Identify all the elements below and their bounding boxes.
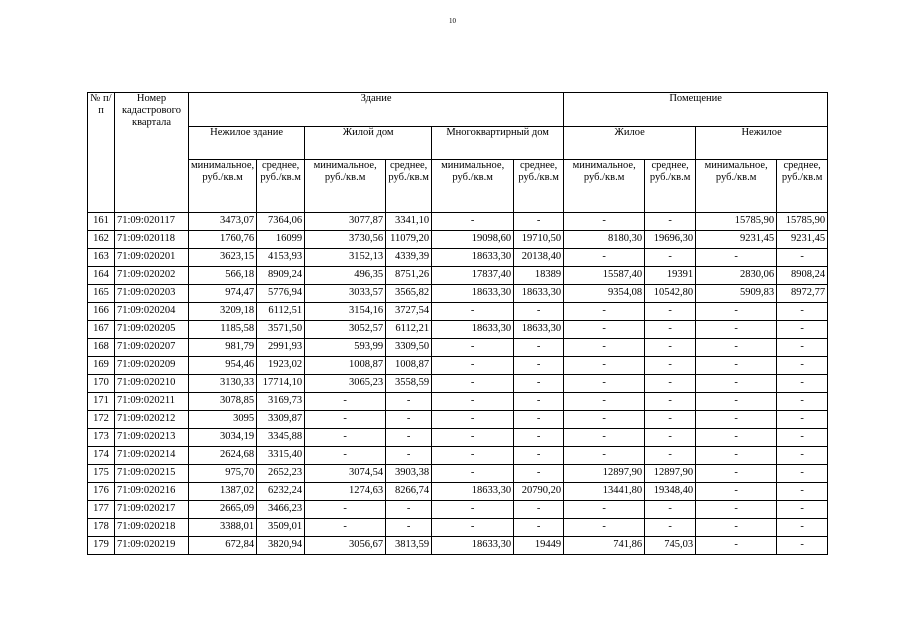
cell-house-min: - [305,411,386,429]
cell-apartment-avg: - [514,465,564,483]
cell-nonres-premise-min: 5909,83 [696,285,777,303]
cell-res-premise-min: 15587,40 [564,267,645,285]
cell-house-min: 3056,67 [305,537,386,555]
cell-nonres-premise-avg: - [777,465,828,483]
cell-nonres-premise-avg: - [777,537,828,555]
cell-res-premise-min: - [564,447,645,465]
cell-nonres-building-avg: 4153,93 [257,249,305,267]
cell-house-min: 3077,87 [305,213,386,231]
cell-kvartal: 71:09:020209 [115,357,189,375]
cell-house-avg: - [386,447,432,465]
table-row [88,231,828,249]
cell-kvartal: 71:09:020214 [115,447,189,465]
cell-nonres-premise-avg: - [777,483,828,501]
cell-kvartal: 71:09:020212 [115,411,189,429]
header-min: минимальное, руб./кв.м [564,160,645,213]
cell-apartment-avg: 18389 [514,267,564,285]
cell-res-premise-min: - [564,321,645,339]
cell-res-premise-avg: - [645,249,696,267]
table-row [88,339,828,357]
cell-kvartal: 71:09:020217 [115,501,189,519]
cell-apartment-min: - [432,519,514,537]
cell-nonres-premise-avg: - [777,393,828,411]
table-row [88,465,828,483]
cell-apartment-avg: 18633,30 [514,285,564,303]
cell-res-premise-avg: - [645,393,696,411]
cell-number: 164 [88,267,115,285]
cell-house-min: - [305,393,386,411]
cell-nonres-building-avg: 3466,23 [257,501,305,519]
cell-res-premise-avg: - [645,303,696,321]
cell-nonres-building-avg: 2991,93 [257,339,305,357]
cell-apartment-avg: 18633,30 [514,321,564,339]
header-nonres-building: Нежилое здание [189,127,305,160]
cell-apartment-avg: 19710,50 [514,231,564,249]
cell-house-avg: 8751,26 [386,267,432,285]
cell-nonres-premise-min: - [696,339,777,357]
cell-house-avg: - [386,501,432,519]
cell-res-premise-avg: - [645,357,696,375]
cell-nonres-premise-min: - [696,519,777,537]
cell-res-premise-avg: - [645,213,696,231]
header-min: минимальное, руб./кв.м [189,160,257,213]
cell-number: 174 [88,447,115,465]
cell-nonres-premise-min: 15785,90 [696,213,777,231]
cell-nonres-building-min: 1185,58 [189,321,257,339]
cell-apartment-avg: - [514,339,564,357]
cell-kvartal: 71:09:020207 [115,339,189,357]
cell-nonres-premise-min: - [696,249,777,267]
cell-nonres-premise-min: - [696,357,777,375]
header-group-premise: Помещение [564,93,828,127]
cell-apartment-min: - [432,375,514,393]
cell-nonres-premise-min: 2830,06 [696,267,777,285]
cell-nonres-building-min: 1387,02 [189,483,257,501]
cell-kvartal: 71:09:020203 [115,285,189,303]
cell-nonres-premise-min: - [696,303,777,321]
cell-nonres-building-avg: 3345,88 [257,429,305,447]
cell-res-premise-min: - [564,249,645,267]
cell-house-avg: - [386,519,432,537]
cell-apartment-min: - [432,357,514,375]
table-row [88,285,828,303]
cell-kvartal: 71:09:020218 [115,519,189,537]
cell-nonres-building-avg: 8909,24 [257,267,305,285]
cell-res-premise-avg: 10542,80 [645,285,696,303]
cell-res-premise-min: 12897,90 [564,465,645,483]
cell-nonres-building-avg: 3571,50 [257,321,305,339]
cell-house-avg: 4339,39 [386,249,432,267]
cell-nonres-premise-avg: - [777,357,828,375]
cell-nonres-building-avg: 6112,51 [257,303,305,321]
cell-nonres-building-min: 3388,01 [189,519,257,537]
cadastral-value-table [87,92,828,555]
cell-apartment-min: 18633,30 [432,321,514,339]
cell-kvartal: 71:09:020210 [115,375,189,393]
cell-res-premise-avg: - [645,411,696,429]
cell-house-avg: 3341,10 [386,213,432,231]
cell-res-premise-min: 9354,08 [564,285,645,303]
cell-nonres-building-min: 3473,07 [189,213,257,231]
cell-kvartal: 71:09:020219 [115,537,189,555]
cell-apartment-avg: - [514,213,564,231]
cell-nonres-building-min: 975,70 [189,465,257,483]
cell-kvartal: 71:09:020201 [115,249,189,267]
cell-apartment-avg: - [514,429,564,447]
cell-nonres-premise-avg: - [777,375,828,393]
page-number: 10 [449,17,456,25]
cell-nonres-premise-min: - [696,321,777,339]
cell-res-premise-avg: - [645,375,696,393]
cell-nonres-building-min: 1760,76 [189,231,257,249]
cell-number: 173 [88,429,115,447]
cell-nonres-building-min: 2665,09 [189,501,257,519]
cell-number: 166 [88,303,115,321]
cell-house-avg: 1008,87 [386,357,432,375]
cell-nonres-premise-min: 9231,45 [696,231,777,249]
cell-res-premise-avg: - [645,321,696,339]
cell-house-min: - [305,447,386,465]
cell-nonres-premise-avg: - [777,429,828,447]
cell-nonres-building-min: 974,47 [189,285,257,303]
cell-nonres-building-min: 566,18 [189,267,257,285]
cell-house-min: 1274,63 [305,483,386,501]
cell-nonres-premise-avg: 9231,45 [777,231,828,249]
cell-nonres-building-min: 3034,19 [189,429,257,447]
cell-nonres-premise-min: - [696,501,777,519]
cell-nonres-building-avg: 6232,24 [257,483,305,501]
cell-number: 172 [88,411,115,429]
cell-house-avg: - [386,393,432,411]
cell-apartment-avg: 19449 [514,537,564,555]
table-row [88,267,828,285]
cell-kvartal: 71:09:020213 [115,429,189,447]
cell-number: 175 [88,465,115,483]
cell-house-min: 3154,16 [305,303,386,321]
cell-nonres-premise-avg: - [777,411,828,429]
cell-house-avg: 8266,74 [386,483,432,501]
cell-apartment-avg: - [514,393,564,411]
cell-nonres-premise-avg: - [777,321,828,339]
header-min: минимальное, руб./кв.м [432,160,514,213]
cell-res-premise-min: - [564,411,645,429]
cell-number: 179 [88,537,115,555]
header-residential-premise: Жилое [564,127,696,160]
cell-kvartal: 71:09:020117 [115,213,189,231]
cell-nonres-building-avg: 1923,02 [257,357,305,375]
cell-nonres-premise-min: - [696,375,777,393]
cell-res-premise-avg: - [645,429,696,447]
cell-nonres-premise-min: - [696,429,777,447]
cell-house-avg: 3813,59 [386,537,432,555]
cell-apartment-min: - [432,429,514,447]
table-row [88,429,828,447]
cell-nonres-building-min: 954,46 [189,357,257,375]
cell-apartment-min: 19098,60 [432,231,514,249]
cell-res-premise-min: - [564,375,645,393]
cell-apartment-min: 18633,30 [432,285,514,303]
cell-nonres-premise-avg: - [777,519,828,537]
table-row [88,303,828,321]
cell-res-premise-avg: 19696,30 [645,231,696,249]
cell-nonres-building-min: 981,79 [189,339,257,357]
cell-house-avg: 3727,54 [386,303,432,321]
cell-apartment-avg: - [514,501,564,519]
cell-nonres-building-avg: 3820,94 [257,537,305,555]
cell-res-premise-min: - [564,339,645,357]
cell-nonres-premise-min: - [696,483,777,501]
cell-house-avg: 3903,38 [386,465,432,483]
cell-house-avg: 3309,50 [386,339,432,357]
cell-house-min: 3052,57 [305,321,386,339]
cell-apartment-avg: - [514,303,564,321]
cell-res-premise-avg: 19348,40 [645,483,696,501]
cell-apartment-avg: - [514,357,564,375]
cell-apartment-min: - [432,501,514,519]
header-avg: среднее, руб./кв.м [777,160,828,213]
table-row [88,501,828,519]
cell-nonres-building-avg: 17714,10 [257,375,305,393]
cell-res-premise-avg: - [645,519,696,537]
header-min: минимальное, руб./кв.м [696,160,777,213]
table-row [88,375,828,393]
cell-kvartal: 71:09:020204 [115,303,189,321]
cell-house-min: - [305,519,386,537]
cell-nonres-building-min: 2624,68 [189,447,257,465]
cell-nonres-building-avg: 7364,06 [257,213,305,231]
cell-apartment-avg: 20790,20 [514,483,564,501]
cell-apartment-min: 18633,30 [432,249,514,267]
cell-apartment-min: - [432,303,514,321]
table-row [88,537,828,555]
cell-nonres-building-avg: 5776,94 [257,285,305,303]
cell-number: 163 [88,249,115,267]
table-row [88,321,828,339]
cell-res-premise-min: 13441,80 [564,483,645,501]
cell-number: 162 [88,231,115,249]
cell-nonres-building-avg: 3509,01 [257,519,305,537]
cell-res-premise-avg: - [645,339,696,357]
cell-nonres-premise-avg: - [777,303,828,321]
cell-house-min: 3730,56 [305,231,386,249]
cell-res-premise-min: - [564,213,645,231]
cell-house-avg: - [386,429,432,447]
cell-number: 165 [88,285,115,303]
cell-number: 171 [88,393,115,411]
cell-nonres-premise-avg: 8972,77 [777,285,828,303]
cell-nonres-building-avg: 3309,87 [257,411,305,429]
table-row [88,447,828,465]
cell-apartment-min: - [432,447,514,465]
table-row [88,411,828,429]
cell-res-premise-avg: 745,03 [645,537,696,555]
cell-nonres-premise-avg: - [777,447,828,465]
cell-res-premise-avg: 12897,90 [645,465,696,483]
table-header [88,93,828,213]
header-col-number: № п/п [88,93,115,213]
cell-res-premise-min: - [564,393,645,411]
cell-res-premise-min: 8180,30 [564,231,645,249]
header-avg: среднее, руб./кв.м [645,160,696,213]
header-apartment-building: Многоквартирный дом [432,127,564,160]
cell-number: 168 [88,339,115,357]
cell-number: 167 [88,321,115,339]
table-row [88,213,828,231]
cell-kvartal: 71:09:020205 [115,321,189,339]
cell-nonres-premise-min: - [696,393,777,411]
cell-nonres-building-avg: 16099 [257,231,305,249]
cell-nonres-premise-min: - [696,411,777,429]
cell-apartment-avg: - [514,519,564,537]
cell-apartment-avg: - [514,375,564,393]
cell-nonres-building-min: 3095 [189,411,257,429]
cell-house-min: 1008,87 [305,357,386,375]
cell-apartment-avg: - [514,411,564,429]
cell-house-min: - [305,429,386,447]
table-row [88,483,828,501]
cell-nonres-premise-avg: - [777,339,828,357]
cell-nonres-building-avg: 2652,23 [257,465,305,483]
cell-apartment-min: - [432,339,514,357]
cell-number: 161 [88,213,115,231]
header-avg: среднее, руб./кв.м [386,160,432,213]
cell-number: 177 [88,501,115,519]
table-row [88,357,828,375]
cell-res-premise-avg: 19391 [645,267,696,285]
cell-house-min: 3065,23 [305,375,386,393]
cell-house-min: 593,99 [305,339,386,357]
cell-house-min: 3033,57 [305,285,386,303]
cell-apartment-min: 18633,30 [432,537,514,555]
header-avg: среднее, руб./кв.м [257,160,305,213]
cell-res-premise-min: - [564,429,645,447]
table-row [88,249,828,267]
cell-house-min: - [305,501,386,519]
header-house: Жилой дом [305,127,432,160]
cell-apartment-min: - [432,465,514,483]
cell-apartment-avg: - [514,447,564,465]
cell-apartment-min: - [432,213,514,231]
cell-res-premise-avg: - [645,501,696,519]
header-avg: среднее, руб./кв.м [514,160,564,213]
cell-house-min: 496,35 [305,267,386,285]
cell-nonres-building-avg: 3169,73 [257,393,305,411]
cell-house-avg: 3565,82 [386,285,432,303]
cell-res-premise-avg: - [645,447,696,465]
cell-nonres-building-min: 672,84 [189,537,257,555]
table-row [88,519,828,537]
cell-apartment-avg: 20138,40 [514,249,564,267]
cell-nonres-premise-min: - [696,465,777,483]
cell-kvartal: 71:09:020118 [115,231,189,249]
header-nonres-premise: Нежилое [696,127,828,160]
cell-house-avg: 3558,59 [386,375,432,393]
header-col-kvartal: Номер кадастрового квартала [115,93,189,213]
cell-apartment-min: 17837,40 [432,267,514,285]
cell-nonres-building-min: 3130,33 [189,375,257,393]
cell-apartment-min: 18633,30 [432,483,514,501]
cell-house-min: 3074,54 [305,465,386,483]
cell-kvartal: 71:09:020211 [115,393,189,411]
cell-nonres-building-min: 3209,18 [189,303,257,321]
cell-nonres-premise-min: - [696,447,777,465]
cell-house-avg: 11079,20 [386,231,432,249]
cell-kvartal: 71:09:020202 [115,267,189,285]
cell-nonres-premise-min: - [696,537,777,555]
cell-kvartal: 71:09:020216 [115,483,189,501]
cell-house-avg: - [386,411,432,429]
cell-number: 170 [88,375,115,393]
cell-res-premise-min: - [564,357,645,375]
cell-res-premise-min: - [564,519,645,537]
cell-nonres-premise-avg: - [777,501,828,519]
cell-nonres-premise-avg: - [777,249,828,267]
cell-number: 178 [88,519,115,537]
cell-res-premise-min: 741,86 [564,537,645,555]
cell-nonres-premise-avg: 8908,24 [777,267,828,285]
cell-nonres-building-min: 3078,85 [189,393,257,411]
cell-kvartal: 71:09:020215 [115,465,189,483]
cell-nonres-premise-avg: 15785,90 [777,213,828,231]
cell-nonres-building-min: 3623,15 [189,249,257,267]
table-row [88,393,828,411]
cell-nonres-building-avg: 3315,40 [257,447,305,465]
cell-apartment-min: - [432,411,514,429]
cell-number: 176 [88,483,115,501]
cell-house-avg: 6112,21 [386,321,432,339]
cell-apartment-min: - [432,393,514,411]
cell-number: 169 [88,357,115,375]
cell-res-premise-min: - [564,303,645,321]
table-body [88,213,828,555]
header-group-building: Здание [189,93,564,127]
cell-res-premise-min: - [564,501,645,519]
cell-house-min: 3152,13 [305,249,386,267]
header-min: минимальное, руб./кв.м [305,160,386,213]
